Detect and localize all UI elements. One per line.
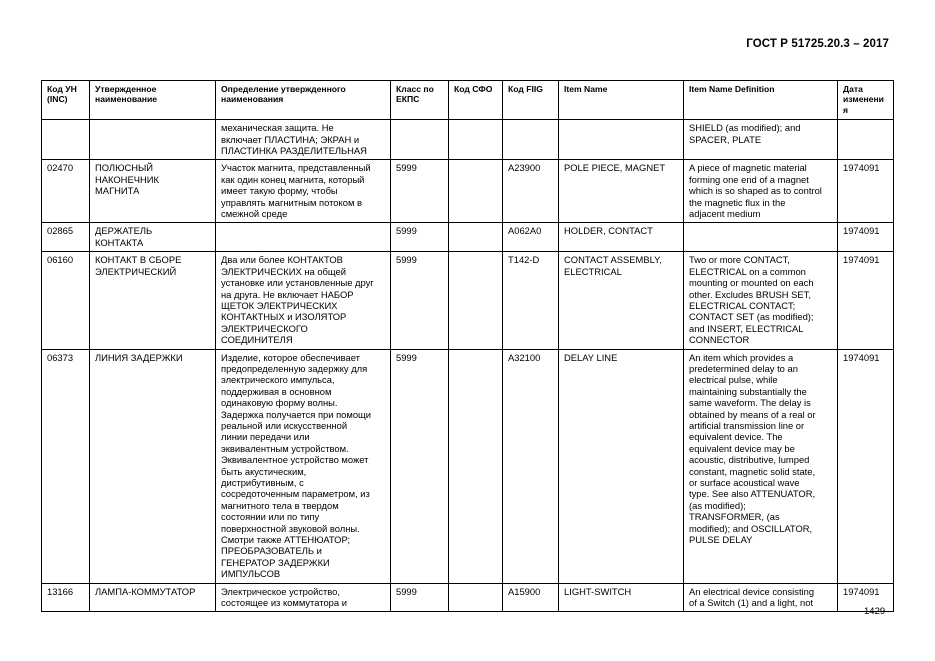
cell-change-date: 1974091 xyxy=(838,349,894,583)
cell-approved-definition: Участок магнита, представленный как один конец магнита, который имеет такую форму, чтобы управлять магнитным потоком в смежной среде xyxy=(216,160,391,223)
page-number: 1429 xyxy=(864,606,886,617)
cell-fiig-code xyxy=(503,120,559,160)
cell-sfo-code xyxy=(449,583,503,612)
cell-item-name: CONTACT ASSEMBLY, ELECTRICAL xyxy=(559,252,684,349)
cell-inc-code: 06160 xyxy=(42,252,90,349)
cell-inc-code: 02470 xyxy=(42,160,90,223)
cell-change-date: 1974091 xyxy=(838,223,894,252)
cell-inc-code: 02865 xyxy=(42,223,90,252)
column-header-inc-code: Код УН (INC) xyxy=(42,81,90,120)
cell-approved-name xyxy=(90,120,216,160)
cell-change-date: 1974091 xyxy=(838,252,894,349)
column-header-approved-definition: Определение утвержденного наименования xyxy=(216,81,391,120)
column-header-ekps-class: Класс по ЕКПС xyxy=(391,81,449,120)
cell-approved-name: ПОЛЮСНЫЙ НАКОНЕЧНИК МАГНИТА xyxy=(90,160,216,223)
cell-ekps-class: 5999 xyxy=(391,160,449,223)
cell-fiig-code: A062A0 xyxy=(503,223,559,252)
cell-approved-definition: Два или более КОНТАКТОВ ЭЛЕКТРИЧЕСКИХ на общей установке или установленные друг на друга. Не включает НАБОР ЩЕТОК ЭЛЕКТРИЧЕСКИХ КОНТАКТНЫХ и ИЗОЛЯТОР ЭЛЕКТРИЧЕСКОГО СОЕДИНИТЕЛЯ xyxy=(216,252,391,349)
cell-approved-name: ДЕРЖАТЕЛЬ КОНТАКТА xyxy=(90,223,216,252)
cell-ekps-class: 5999 xyxy=(391,223,449,252)
cell-approved-name: КОНТАКТ В СБОРЕ ЭЛЕКТРИЧЕСКИЙ xyxy=(90,252,216,349)
cell-item-name: LIGHT-SWITCH xyxy=(559,583,684,612)
cell-item-name-definition: An item which provides a predetermined delay to an electrical pulse, while maintaining substantially the same waveform. The delay is obtained by means of a real or artificial transmission line or equivalent device. The equivalent device may be acoustic, distributive, lumped constant, magnetic solid state, or surface acoustical wave type. See also ATTENUATOR, (as modified); TRANSFORMER, (as modified); and OSCILLATOR, PULSE DELAY xyxy=(684,349,838,583)
cell-ekps-class: 5999 xyxy=(391,252,449,349)
cell-ekps-class: 5999 xyxy=(391,583,449,612)
cell-item-name: DELAY LINE xyxy=(559,349,684,583)
cell-approved-definition: Изделие, которое обеспечивает предопределенную задержку для электрического импульса, поддерживая в основном одинаковую форму волны. Задержка получается при помощи реальной или искусственной линии передачи или эквивалентным устройством. Эквивалентное устройство может быть акустическим, дистрибутивным, с сосредоточенным параметром, из магнитного тела в твердом состоянии или по типу поверхностной звуковой волны. Смотри также АТТЕНЮАТОР; ПРЕОБРАЗОВАТЕЛЬ и ГЕНЕРАТОР ЗАДЕРЖКИ ИМПУЛЬСОВ xyxy=(216,349,391,583)
cell-ekps-class: 5999 xyxy=(391,349,449,583)
cell-sfo-code xyxy=(449,252,503,349)
cell-item-name-definition xyxy=(684,223,838,252)
cell-approved-name: ЛИНИЯ ЗАДЕРЖКИ xyxy=(90,349,216,583)
column-header-approved-name: Утвержденное наименование xyxy=(90,81,216,120)
cell-fiig-code: A15900 xyxy=(503,583,559,612)
cell-change-date: 1974091 xyxy=(838,583,894,612)
cell-fiig-code: T142-D xyxy=(503,252,559,349)
cell-item-name-definition: Two or more CONTACT, ELECTRICAL on a common mounting or mounted on each other. Excludes BRUSH SET, ELECTRICAL CONTACT; CONTACT SET (as modified); and INSERT, ELECTRICAL CONNECTOR xyxy=(684,252,838,349)
cell-item-name: POLE PIECE, MAGNET xyxy=(559,160,684,223)
cell-change-date xyxy=(838,120,894,160)
table-row xyxy=(42,120,894,160)
cell-item-name: HOLDER, CONTACT xyxy=(559,223,684,252)
document-standard-header: ГОСТ Р 51725.20.3 – 2017 xyxy=(746,38,889,50)
cell-item-name xyxy=(559,120,684,160)
column-header-change-date: Дата изменения xyxy=(838,81,894,120)
cell-ekps-class xyxy=(391,120,449,160)
cell-item-name-definition: An electrical device consisting of a Switch (1) and a light, not xyxy=(684,583,838,612)
column-header-item-name: Item Name xyxy=(559,81,684,120)
cell-inc-code: 06373 xyxy=(42,349,90,583)
column-header-fiig-code: Код FIIG xyxy=(503,81,559,120)
column-header-item-name-definition: Item Name Definition xyxy=(684,81,838,120)
table-row xyxy=(42,160,894,223)
cell-fiig-code: A32100 xyxy=(503,349,559,583)
table-row xyxy=(42,349,894,583)
cell-fiig-code: A23900 xyxy=(503,160,559,223)
cell-sfo-code xyxy=(449,349,503,583)
table-row xyxy=(42,252,894,349)
cell-item-name-definition: SHIELD (as modified); and SPACER, PLATE xyxy=(684,120,838,160)
cell-sfo-code xyxy=(449,120,503,160)
cell-change-date: 1974091 xyxy=(838,160,894,223)
inc-item-table xyxy=(41,80,894,612)
cell-item-name-definition: A piece of magnetic material forming one end of a magnet which is so shaped as to control the magnetic flux in the adjacent medium xyxy=(684,160,838,223)
cell-approved-definition: Электрическое устройство, состоящее из коммутатора и xyxy=(216,583,391,612)
table-row xyxy=(42,223,894,252)
cell-inc-code xyxy=(42,120,90,160)
cell-sfo-code xyxy=(449,160,503,223)
cell-approved-definition xyxy=(216,223,391,252)
table-header-row xyxy=(42,81,894,120)
cell-approved-name: ЛАМПА-КОММУТАТОР xyxy=(90,583,216,612)
cell-sfo-code xyxy=(449,223,503,252)
cell-inc-code: 13166 xyxy=(42,583,90,612)
column-header-sfo-code: Код СФО xyxy=(449,81,503,120)
cell-approved-definition: механическая защита. Не включает ПЛАСТИНА; ЭКРАН и ПЛАСТИНКА РАЗДЕЛИТЕЛЬНАЯ xyxy=(216,120,391,160)
table-row xyxy=(42,583,894,612)
